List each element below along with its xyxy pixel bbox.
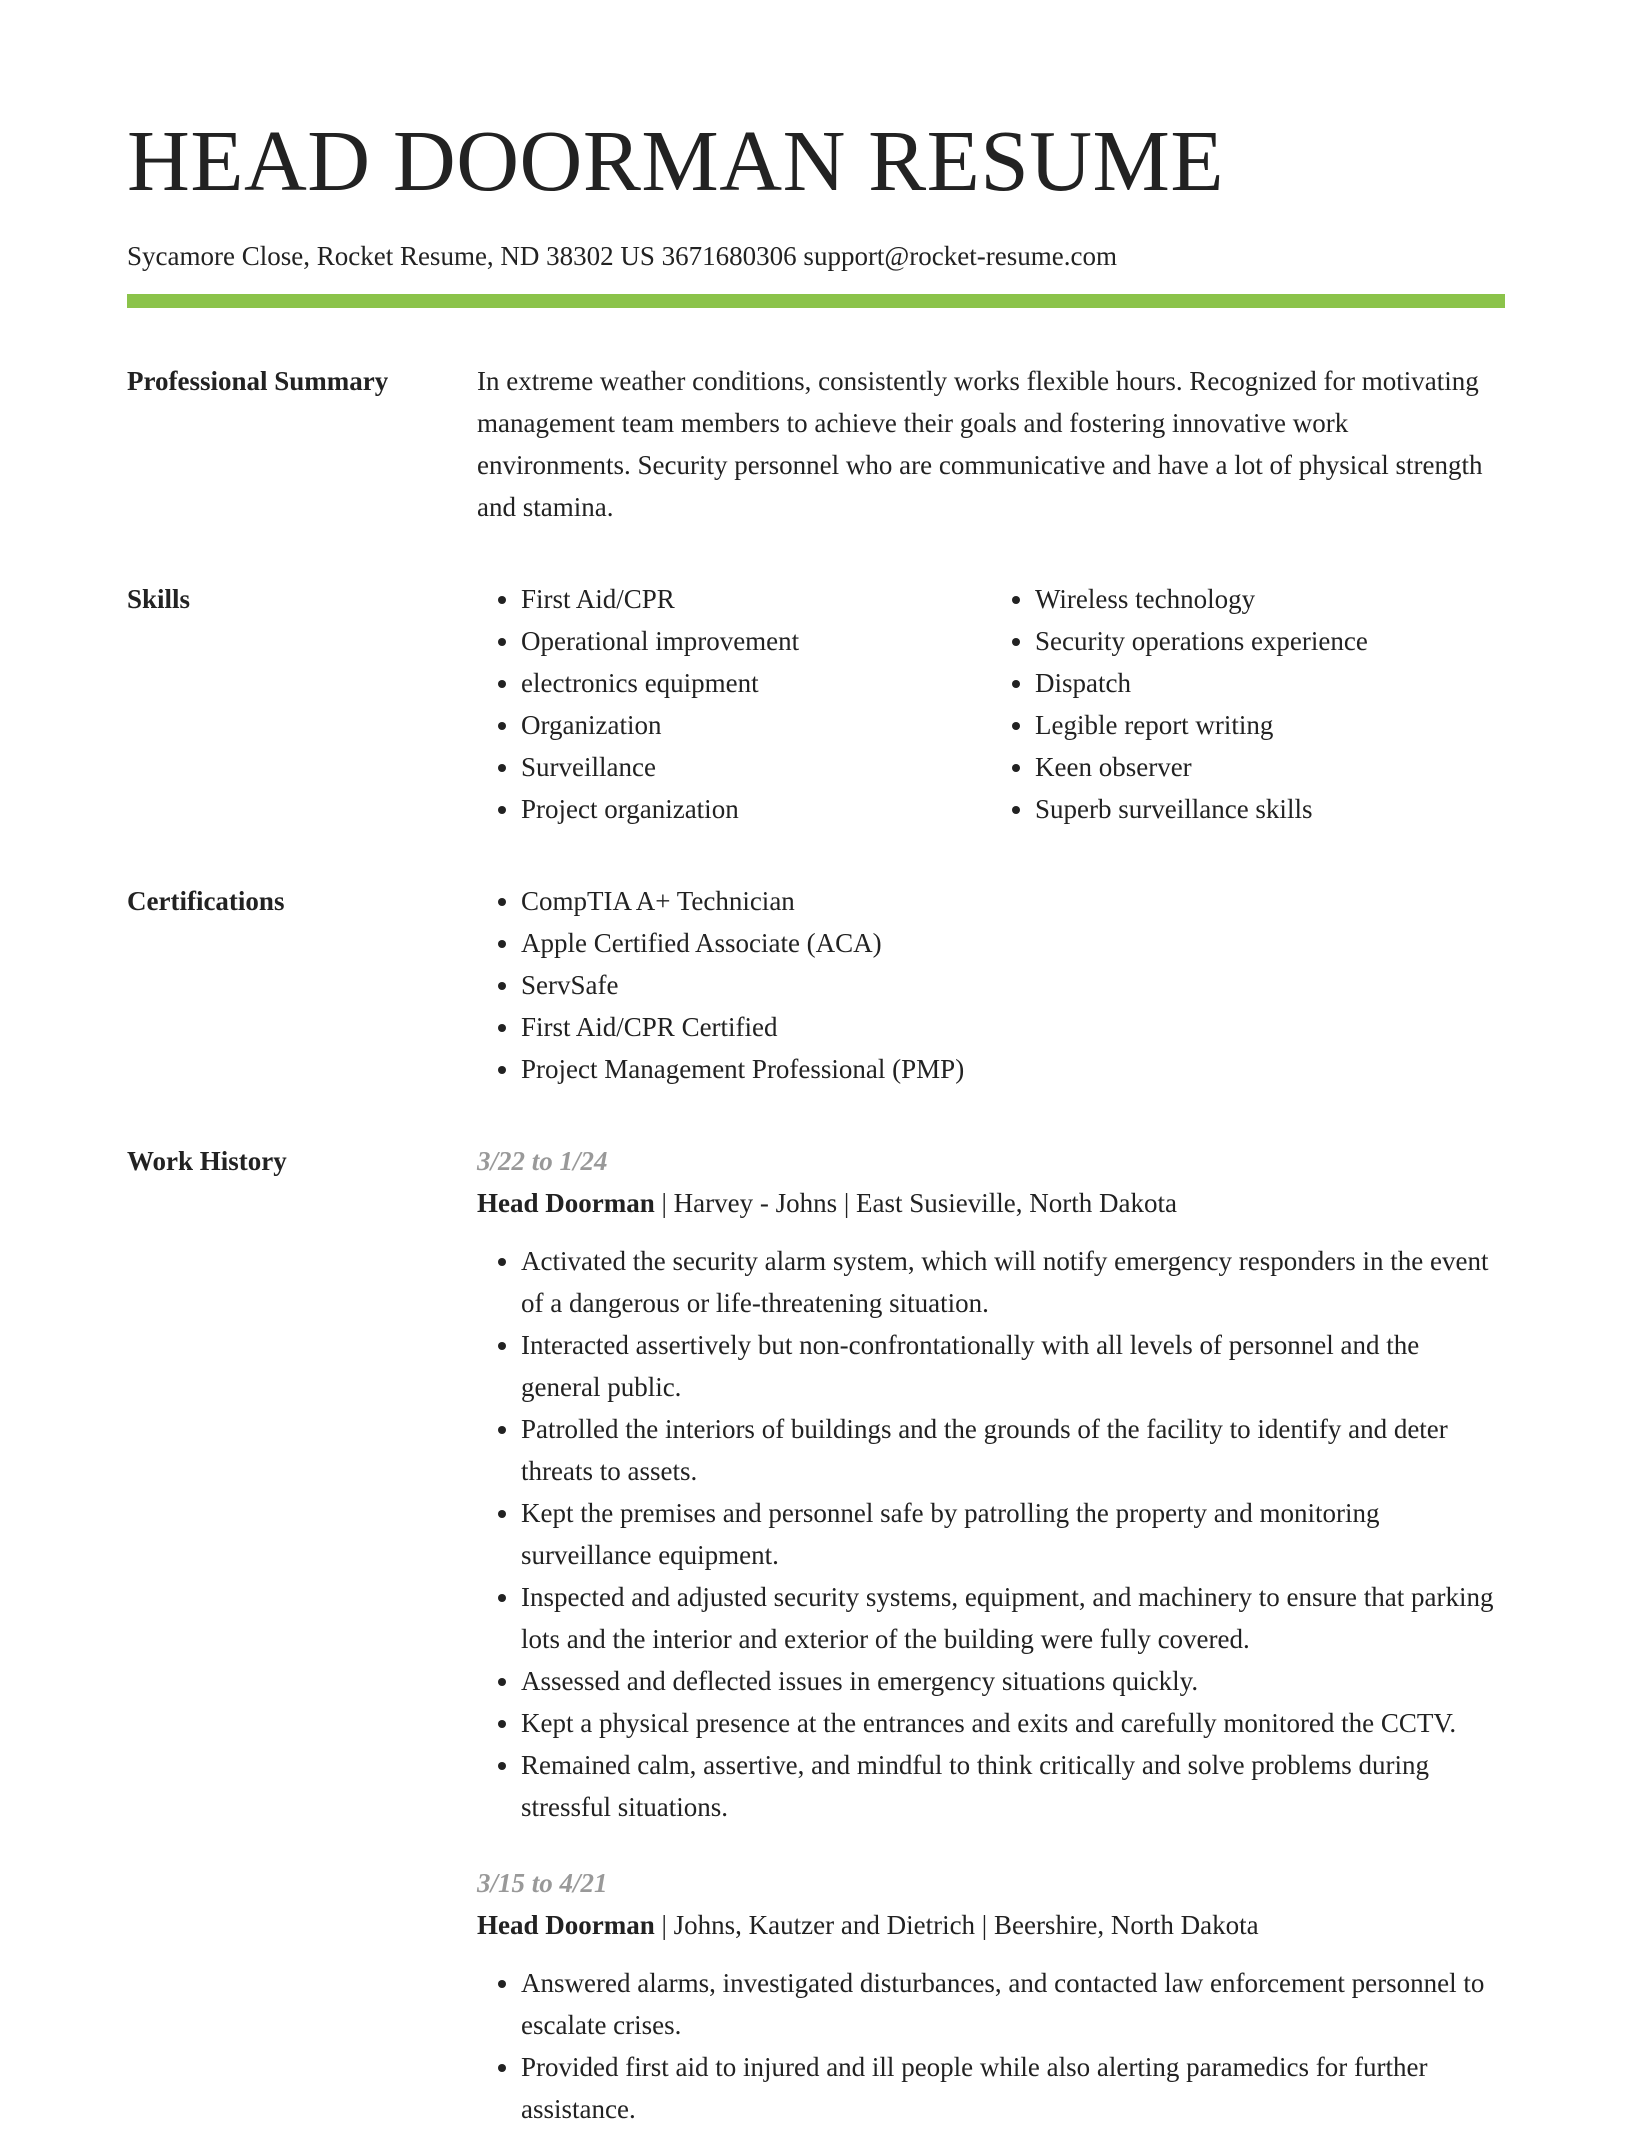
job-bullet: • Interacted assertively but non-confrontationally with all levels of personnel and the general public. [521,1324,1505,1408]
summary-section [127,360,1505,528]
certification-item: • CompTIA A+ Technician [521,880,1505,922]
job-bullet: • Kept the premises and personnel safe by patrolling the property and monitoring surveillance equipment. [521,1492,1505,1576]
work-history-section [127,1140,1505,2130]
skill-item: • Wireless technology [1035,578,1505,620]
skill-item: • Dispatch [1035,662,1505,704]
skill-item: • First Aid/CPR [521,578,991,620]
job-bullet: • Assessed and deflected issues in emergency situations quickly. [521,1660,1505,1702]
contact-info: Sycamore Close, Rocket Resume, ND 38302 US 3671680306 support@rocket-resume.com [127,241,1117,271]
work-history-body [477,1140,1505,2130]
job-bullet: • Remained calm, assertive, and mindful to think critically and solve problems during stressful situations. [521,1744,1505,1828]
job-bullet: • Answered alarms, investigated disturbances, and contacted law enforcement personnel to escalate crises. [521,1962,1505,2046]
job-bullet: • Provided first aid to injured and ill people while also alerting paramedics for further assistance. [521,2046,1505,2130]
skill-item: • Keen observer [1035,746,1505,788]
job-bullet: • Inspected and adjusted security systems, equipment, and machinery to ensure that parking lots and the interior and exterior of the building were fully covered. [521,1576,1505,1660]
job-heading [477,1182,1505,1224]
resume-title: HEAD DOORMAN RESUME [127,112,1225,209]
job-bullet: • Activated the security alarm system, which will notify emergency responders in the event of a dangerous or life-threatening situation. [521,1240,1505,1324]
certifications-list [477,880,1505,1090]
job-entry [477,1862,1505,2130]
skills-section [127,578,1505,830]
skills-list-right [991,578,1505,830]
skill-item: • Surveillance [521,746,991,788]
skill-item: • Security operations experience [1035,620,1505,662]
summary-body [477,360,1505,528]
job-heading [477,1904,1505,1946]
job-dates: 3/22 to 1/24 [477,1146,608,1177]
job-bullets [477,1240,1505,1828]
job-bullet: • Kept a physical presence at the entrances and exits and carefully monitored the CCTV. [521,1702,1505,1744]
skills-grid [477,578,1505,830]
section-title-work-history: Work History [127,1146,287,1177]
section-title-certifications: Certifications [127,886,285,917]
certifications-section [127,880,1505,1090]
job-employer-location: | Johns, Kautzer and Dietrich | Beershire, North Dakota [654,1910,1259,1941]
job-employer-location: | Harvey - Johns | East Susieville, North Dakota [654,1188,1177,1219]
certification-item: • ServSafe [521,964,1505,1006]
certification-item: • First Aid/CPR Certified [521,1006,1505,1048]
skill-item: • electronics equipment [521,662,991,704]
section-title-summary: Professional Summary [127,366,389,397]
job-bullet: • Patrolled the interiors of buildings and the grounds of the facility to identify and deter threats to assets. [521,1408,1505,1492]
certifications-body [477,880,1505,1090]
job-bullets [477,1962,1505,2130]
skill-item: • Organization [521,704,991,746]
certification-item: • Project Management Professional (PMP) [521,1048,1505,1090]
skills-list-left [477,578,991,830]
skill-item: • Project organization [521,788,991,830]
summary-text: In extreme weather conditions, consistently works flexible hours. Recognized for motivating management team members to achieve their goals and fostering innovative work environments. Security personnel who are communicative and have a lot of physical strength and stamina. [477,366,1483,523]
certification-item: • Apple Certified Associate (ACA) [521,922,1505,964]
skill-item: • Superb surveillance skills [1035,788,1505,830]
skill-item: • Legible report writing [1035,704,1505,746]
job-dates: 3/15 to 4/21 [477,1868,608,1899]
job-entry [477,1140,1505,1828]
job-title: Head Doorman [477,1188,655,1219]
skill-item: • Operational improvement [521,620,991,662]
job-title: Head Doorman [477,1910,655,1941]
section-title-skills: Skills [127,584,191,615]
accent-divider [127,294,1505,308]
